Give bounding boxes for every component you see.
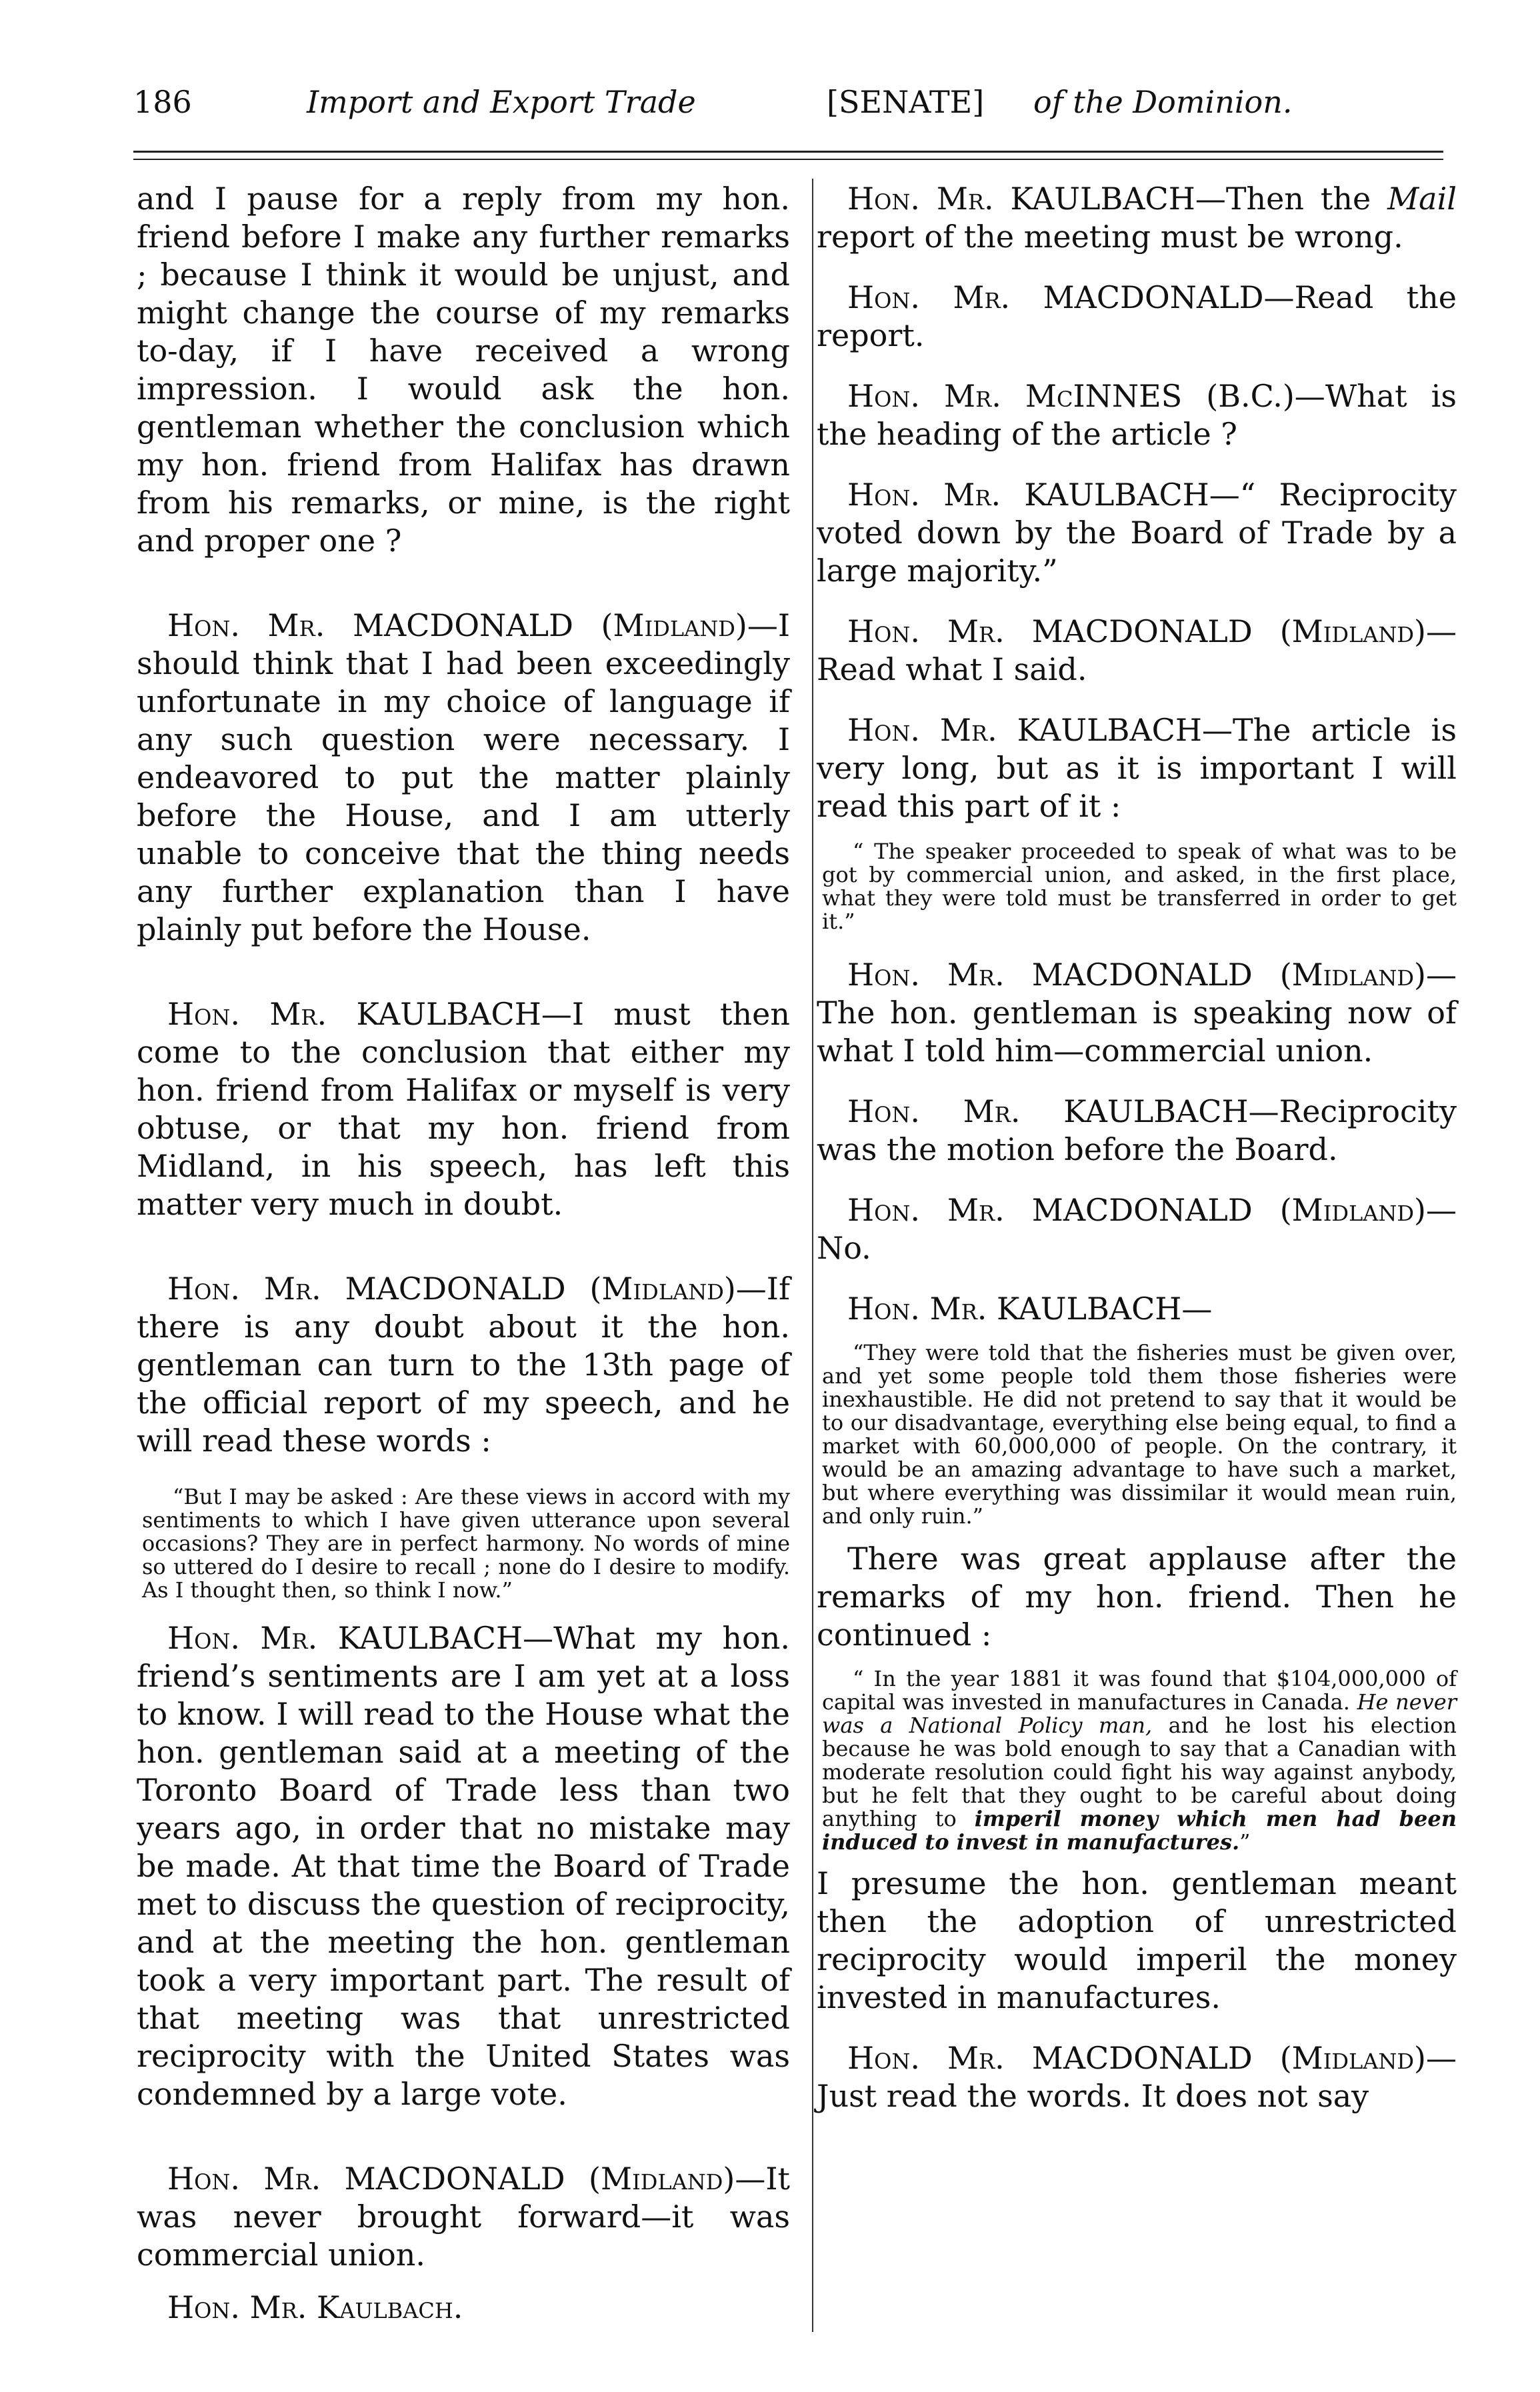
speaker: Hon. Mr. MACDONALD (Midland)—: [167, 1271, 767, 1307]
speech-text: Just read the words. It does not say: [817, 2078, 1369, 2114]
newspaper-title: Mail: [1387, 181, 1457, 217]
speaker: Hon. Mr. KAULBACH—: [847, 181, 1226, 217]
speech: [817, 180, 1457, 256]
speech: [137, 995, 790, 1223]
paragraph: I presume the hon. gentleman meant then the adoption of unrestricted reciprocity would imperil the money invested in manufactures.: [817, 1865, 1457, 2015]
speaker-heading: [137, 2289, 790, 2327]
speech: [817, 2039, 1457, 2115]
speech-text: Then the: [1225, 181, 1371, 217]
speech: [817, 956, 1457, 1070]
speaker: Hon. Mr. MACDONALD—: [847, 279, 1295, 315]
block-quote: [817, 1667, 1457, 1854]
speaker: Hon. Mr. KAULBACH—: [167, 1620, 554, 1656]
speech: [817, 613, 1457, 689]
quote-italic: He never was a National Policy man,: [822, 1689, 1457, 1738]
header-rule: [133, 151, 1443, 153]
quote-text: “ In the year 1881 it was found that $104,000,000 of capital was invested in manufactures in Canada.: [822, 1666, 1457, 1715]
speaker: Hon. Mr. KAULBACH—: [847, 1093, 1279, 1129]
speech-text: Reciprocity was the motion before the Board.: [817, 1093, 1457, 1167]
speech-text: If there is any doubt about it the hon. gentleman can turn to the 13th page of the official report of my speech, and he will read these words :: [137, 1271, 790, 1459]
running-title: Import and Export Trade: [307, 84, 696, 120]
speech-text: The article is very long, but as it is important I will read this part of it :: [817, 712, 1457, 824]
speaker: Hon. Mr. MACDONALD (Midland)—: [167, 2161, 766, 2197]
speech: [817, 377, 1457, 453]
block-quote: “But I may be asked : Are these views in accord with my sentiments to which I have given utterance upon several occasions? They are in perfect harmony. No words of mine so uttered do I desire to recall ; none do I desire to modify. As I thought then, so think I now.”: [142, 1484, 790, 1603]
speech-text: What my hon. friend’s sentiments are I am yet at a loss to know. I will read to the House what the hon. gentleman said at a meeting of the Toronto Board of Trade less than two years ago, in order that no mistake may be made. At that time the Board of Trade met to discuss the question of reciprocity, and at the meeting the hon. gentleman took a very important part. The result of that meeting was that unrestricted reciprocity with the United States was condemned by a large vote.: [137, 1620, 790, 2112]
speech: [137, 2160, 790, 2274]
speaker: Hon. Mr. MACDONALD (Midland)—: [847, 957, 1457, 993]
speech-text: Read the report.: [817, 279, 1457, 353]
speaker: Hon. Mr. Kaulbach.: [167, 2289, 463, 2325]
right-column: [817, 180, 1457, 2115]
left-column: [137, 180, 790, 2327]
speech-text: I should think that I had been exceedingly unfortunate in my choice of language if any such question were necessary. I endeavored to put the matter plainly before the House, and I am utterly unable to conceive that the thing needs any further explanation than I have plainly put before the House.: [137, 607, 790, 947]
speech: [137, 1270, 790, 1460]
speech: [137, 1619, 790, 2113]
speaker: Hon. Mr. MACDONALD (Midland)—: [847, 613, 1457, 649]
page-header: [133, 79, 1413, 125]
paragraph: and I pause for a reply from my hon. friend before I make any further remarks ; because I think it would be unjust, and might change the course of my remarks to-day, if I have received a wrong impression. I would ask the hon. gentleman whether the conclusion which my hon. friend from Halifax has drawn from his remarks, or mine, is the right and proper one ?: [137, 181, 790, 559]
quote-italic: imperil money which men had been induced to invest in manufactures.: [822, 1806, 1457, 1855]
speaker: Hon. Mr. MACDONALD (Midland)—: [847, 1192, 1457, 1228]
header-rule-thin: [133, 159, 1443, 160]
speech-text: “ Reciprocity voted down by the Board of Trade by a large majority.”: [817, 477, 1457, 589]
speech: [817, 279, 1457, 355]
speaker-heading: [817, 1290, 1457, 1328]
speaker: Hon. Mr. KAULBACH—: [847, 712, 1233, 748]
speaker: Hon. Mr. KAULBACH—: [847, 477, 1240, 513]
speech: [817, 1191, 1457, 1267]
speech-text: It was never brought forward—it was commercial union.: [137, 2161, 790, 2273]
speech: [817, 1093, 1457, 1169]
block-quote: “They were told that the fisheries must be given over, and yet some people told them those fisheries were inexhaustible. He did not pretend to say that it would be to our disadvantage, everything else being equal, to find a market with 60,000,000 of people. On the contrary, it would be an amazing advantage to have such a market, but where everything was dissimilar it would mean ruin, and only ruin.”: [822, 1340, 1457, 1529]
speaker: Hon. Mr. KAULBACH—: [847, 1291, 1213, 1327]
column-divider: [812, 179, 813, 2332]
speaker: Hon. Mr. KAULBACH—: [167, 996, 572, 1032]
speech-text: Read what I said.: [817, 651, 1087, 687]
speech-text: report of the meeting must be wrong.: [817, 219, 1403, 255]
quote-text: ”: [1239, 1829, 1251, 1855]
speech-text: The hon. gentleman is speaking now of what I told him—commercial union.: [817, 995, 1457, 1069]
speaker: Hon. Mr. MACDONALD (Midland)—: [847, 2040, 1457, 2076]
speech: [817, 711, 1457, 825]
running-subtitle: of the Dominion.: [1033, 84, 1293, 120]
speech-text: What is the heading of the article ?: [817, 378, 1457, 452]
quote-text: and he lost his election because he was bold enough to say that a Canadian with moderate resolution could fight his way against anybody, but he felt that they ought to be careful about doing anything to: [822, 1713, 1457, 1831]
speaker: Hon. Mr. McINNES (B.C.)—: [847, 378, 1325, 414]
speech-text: No.: [817, 1230, 871, 1266]
paragraph: There was great applause after the remarks of my hon. friend. Then he continued :: [817, 1541, 1457, 1653]
speech: [817, 476, 1457, 590]
speech: [137, 607, 790, 949]
page-number: 186: [133, 84, 192, 120]
block-quote: “ The speaker proceeded to speak of what was to be got by commercial union, and asked, in the first place, what they were told must be transferred in order to get it.”: [822, 839, 1457, 934]
speaker: Hon. Mr. MACDONALD (Midland)—: [167, 607, 778, 643]
speech-text: I must then come to the conclusion that either my hon. friend from Halifax or myself is very obtuse, or that my hon. friend from Midland, in his speech, has left this matter very much in doubt.: [137, 996, 790, 1222]
house-label: [SENATE]: [827, 84, 985, 120]
